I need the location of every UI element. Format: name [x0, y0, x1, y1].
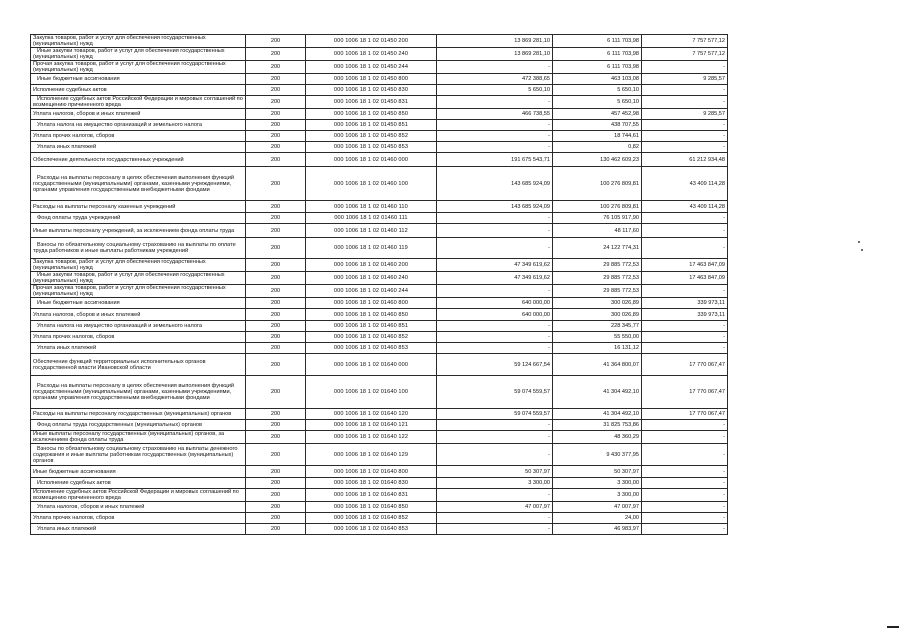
- row-plan-cell: 47 349 619,62: [437, 272, 553, 285]
- row-code-cell: 200: [246, 85, 306, 96]
- row-plan-cell: 143 685 924,09: [437, 167, 553, 201]
- table-row: [31, 142, 728, 153]
- row-code-cell: 200: [246, 309, 306, 321]
- row-rest-cell: -: [642, 96, 728, 109]
- row-exec-cell: 438 707,55: [553, 120, 642, 131]
- row-name-cell: Расходы на выплаты персоналу государственных (муниципальных) органов: [31, 409, 246, 420]
- row-plan-cell: -: [437, 142, 553, 153]
- row-name-cell: Прочая закупка товаров, работ и услуг для обеспечения государственных (муниципальных) нужд: [31, 61, 246, 74]
- table-row: [31, 74, 728, 85]
- row-kbk-cell: 000 1006 18 1 02 01640 129: [306, 444, 437, 466]
- table-body: [31, 35, 728, 535]
- row-exec-cell: 6 111 703,98: [553, 61, 642, 74]
- row-code-cell: 200: [246, 298, 306, 309]
- row-exec-cell: 29 885 772,53: [553, 285, 642, 298]
- row-plan-cell: -: [437, 343, 553, 354]
- row-plan-cell: 47 349 619,62: [437, 259, 553, 272]
- row-rest-cell: -: [642, 489, 728, 502]
- table-row: [31, 48, 728, 61]
- row-code-cell: 200: [246, 524, 306, 535]
- row-code-cell: 200: [246, 142, 306, 153]
- table-row: [31, 478, 728, 489]
- row-kbk-cell: 000 1006 18 1 02 01450 851: [306, 120, 437, 131]
- table-row: [31, 224, 728, 238]
- table-row: [31, 489, 728, 502]
- table-row: [31, 513, 728, 524]
- row-name-cell: Уплата налогов, сборов и иных платежей: [31, 309, 246, 321]
- row-plan-cell: 466 738,55: [437, 109, 553, 120]
- row-kbk-cell: 000 1006 18 1 02 01640 830: [306, 478, 437, 489]
- row-code-cell: 200: [246, 285, 306, 298]
- row-name-cell: Уплата налогов, сборов и иных платежей: [31, 109, 246, 120]
- row-rest-cell: -: [642, 238, 728, 259]
- row-rest-cell: -: [642, 513, 728, 524]
- row-name-cell: Уплата налога на имущество организаций и земельного налога: [31, 321, 246, 332]
- row-rest-cell: 17 463 847,09: [642, 259, 728, 272]
- row-plan-cell: -: [437, 238, 553, 259]
- table-row: [31, 259, 728, 272]
- row-code-cell: 200: [246, 431, 306, 444]
- row-plan-cell: -: [437, 285, 553, 298]
- row-code-cell: 200: [246, 167, 306, 201]
- row-rest-cell: -: [642, 85, 728, 96]
- row-name-cell: Расходы на выплаты персоналу в целях обеспечения выполнения функций государственными (муниципальными) органами, казенными учреждениями, органами управления государственными внебюджетными фондами: [31, 376, 246, 409]
- row-exec-cell: 0,82: [553, 142, 642, 153]
- row-name-cell: Фонд оплаты труда учреждений: [31, 213, 246, 224]
- row-plan-cell: 13 869 281,10: [437, 35, 553, 48]
- row-kbk-cell: 000 1006 18 1 02 01640 122: [306, 431, 437, 444]
- row-plan-cell: -: [437, 321, 553, 332]
- row-exec-cell: 6 111 703,98: [553, 35, 642, 48]
- table-row: [31, 35, 728, 48]
- table-row: [31, 321, 728, 332]
- row-rest-cell: 61 212 934,48: [642, 153, 728, 167]
- row-code-cell: 200: [246, 343, 306, 354]
- row-name-cell: Иные выплаты персоналу государственных (муниципальных) органов, за исключением фонда оплаты труда: [31, 431, 246, 444]
- row-rest-cell: -: [642, 444, 728, 466]
- row-rest-cell: 17 770 067,47: [642, 354, 728, 376]
- row-exec-cell: 24 122 774,31: [553, 238, 642, 259]
- row-kbk-cell: 000 1006 18 1 02 01450 800: [306, 74, 437, 85]
- row-name-cell: Закупка товаров, работ и услуг для обеспечения государственных (муниципальных) нужд: [31, 259, 246, 272]
- row-rest-cell: -: [642, 431, 728, 444]
- row-rest-cell: 7 757 577,12: [642, 35, 728, 48]
- row-name-cell: Иные закупки товаров, работ и услуг для обеспечения государственных (муниципальных) нужд: [31, 272, 246, 285]
- row-kbk-cell: 000 1006 18 1 02 01640 831: [306, 489, 437, 502]
- table-row: [31, 96, 728, 109]
- row-plan-cell: -: [437, 224, 553, 238]
- row-name-cell: Иные закупки товаров, работ и услуг для обеспечения государственных (муниципальных) нужд: [31, 48, 246, 61]
- row-exec-cell: 5 650,10: [553, 96, 642, 109]
- row-kbk-cell: 000 1006 18 1 02 01640 852: [306, 513, 437, 524]
- row-name-cell: Иные бюджетные ассигнования: [31, 466, 246, 478]
- table-row: [31, 502, 728, 513]
- row-kbk-cell: 000 1006 18 1 02 01450 853: [306, 142, 437, 153]
- row-kbk-cell: 000 1006 18 1 02 01450 852: [306, 131, 437, 142]
- row-name-cell: Закупка товаров, работ и услуг для обеспечения государственных (муниципальных) нужд: [31, 35, 246, 48]
- table-row: [31, 213, 728, 224]
- budget-execution-table: [30, 34, 728, 535]
- table-row: [31, 298, 728, 309]
- row-kbk-cell: 000 1006 18 1 02 01460 000: [306, 153, 437, 167]
- table-row: [31, 444, 728, 466]
- row-code-cell: 200: [246, 153, 306, 167]
- row-rest-cell: -: [642, 120, 728, 131]
- row-rest-cell: -: [642, 213, 728, 224]
- row-name-cell: Расходы на выплаты персоналу казенных учреждений: [31, 201, 246, 213]
- row-rest-cell: 9 285,57: [642, 74, 728, 85]
- row-kbk-cell: 000 1006 18 1 02 01640 120: [306, 409, 437, 420]
- row-name-cell: Исполнение судебных актов Российской Федерации и мировых соглашений по возмещению причиненного вреда: [31, 96, 246, 109]
- row-plan-cell: 640 000,00: [437, 309, 553, 321]
- row-exec-cell: 3 300,00: [553, 489, 642, 502]
- row-code-cell: 200: [246, 321, 306, 332]
- table-row: [31, 309, 728, 321]
- table-row: [31, 354, 728, 376]
- table-row: [31, 131, 728, 142]
- row-plan-cell: -: [437, 524, 553, 535]
- row-code-cell: 200: [246, 376, 306, 409]
- row-name-cell: Исполнение судебных актов: [31, 478, 246, 489]
- row-code-cell: 200: [246, 420, 306, 431]
- row-code-cell: 200: [246, 61, 306, 74]
- row-exec-cell: 31 825 753,86: [553, 420, 642, 431]
- row-rest-cell: -: [642, 420, 728, 431]
- row-kbk-cell: 000 1006 18 1 02 01460 100: [306, 167, 437, 201]
- row-rest-cell: 7 757 577,12: [642, 48, 728, 61]
- row-exec-cell: 41 304 492,10: [553, 409, 642, 420]
- row-rest-cell: -: [642, 343, 728, 354]
- row-plan-cell: 3 300,00: [437, 478, 553, 489]
- row-kbk-cell: 000 1006 18 1 02 01450 831: [306, 96, 437, 109]
- row-name-cell: Прочая закупка товаров, работ и услуг для обеспечения государственных (муниципальных) нужд: [31, 285, 246, 298]
- row-name-cell: Уплата иных платежей: [31, 524, 246, 535]
- row-code-cell: 200: [246, 201, 306, 213]
- row-name-cell: Взносы по обязательному социальному страхованию на выплаты денежного содержания и иные выплаты работникам государственных (муниципальных) органов: [31, 444, 246, 466]
- table-row: [31, 167, 728, 201]
- row-kbk-cell: 000 1006 18 1 02 01640 121: [306, 420, 437, 431]
- row-exec-cell: 47 007,97: [553, 502, 642, 513]
- row-rest-cell: -: [642, 478, 728, 489]
- row-exec-cell: 48 117,60: [553, 224, 642, 238]
- row-kbk-cell: 000 1006 18 1 02 01640 000: [306, 354, 437, 376]
- row-code-cell: 200: [246, 109, 306, 120]
- row-plan-cell: -: [437, 513, 553, 524]
- row-kbk-cell: 000 1006 18 1 02 01460 850: [306, 309, 437, 321]
- row-kbk-cell: 000 1006 18 1 02 01460 111: [306, 213, 437, 224]
- row-code-cell: 200: [246, 272, 306, 285]
- row-plan-cell: 472 388,65: [437, 74, 553, 85]
- row-kbk-cell: 000 1006 18 1 02 01450 200: [306, 35, 437, 48]
- row-code-cell: 200: [246, 238, 306, 259]
- row-exec-cell: 41 364 800,07: [553, 354, 642, 376]
- row-name-cell: Взносы по обязательному социальному страхованию на выплаты по оплате труда работников и иные выплаты работникам учреждений: [31, 238, 246, 259]
- table-row: [31, 285, 728, 298]
- row-kbk-cell: 000 1006 18 1 02 01640 800: [306, 466, 437, 478]
- row-exec-cell: 24,00: [553, 513, 642, 524]
- row-name-cell: Уплата иных платежей: [31, 343, 246, 354]
- row-kbk-cell: 000 1006 18 1 02 01460 119: [306, 238, 437, 259]
- row-rest-cell: -: [642, 61, 728, 74]
- row-exec-cell: 41 304 492,10: [553, 376, 642, 409]
- row-kbk-cell: 000 1006 18 1 02 01460 852: [306, 332, 437, 343]
- table-row: [31, 466, 728, 478]
- row-rest-cell: 17 770 067,47: [642, 409, 728, 420]
- row-name-cell: Уплата прочих налогов, сборов: [31, 332, 246, 343]
- table-row: [31, 420, 728, 431]
- row-rest-cell: 17 463 847,09: [642, 272, 728, 285]
- row-rest-cell: -: [642, 142, 728, 153]
- table-row: [31, 85, 728, 96]
- row-rest-cell: -: [642, 524, 728, 535]
- row-plan-cell: 191 675 543,71: [437, 153, 553, 167]
- row-rest-cell: -: [642, 285, 728, 298]
- row-code-cell: 200: [246, 131, 306, 142]
- row-code-cell: 200: [246, 213, 306, 224]
- row-rest-cell: 17 770 067,47: [642, 376, 728, 409]
- scan-speck: [861, 249, 863, 251]
- row-plan-cell: -: [437, 444, 553, 466]
- table-row: [31, 272, 728, 285]
- row-exec-cell: 29 885 772,53: [553, 259, 642, 272]
- row-code-cell: 200: [246, 48, 306, 61]
- row-plan-cell: -: [437, 420, 553, 431]
- row-rest-cell: -: [642, 466, 728, 478]
- row-kbk-cell: 000 1006 18 1 02 01460 800: [306, 298, 437, 309]
- row-name-cell: Исполнение судебных актов Российской Федерации и мировых соглашений по возмещению причиненного вреда: [31, 489, 246, 502]
- row-kbk-cell: 000 1006 18 1 02 01460 851: [306, 321, 437, 332]
- row-plan-cell: 47 007,97: [437, 502, 553, 513]
- row-kbk-cell: 000 1006 18 1 02 01450 830: [306, 85, 437, 96]
- table-row: [31, 238, 728, 259]
- row-plan-cell: -: [437, 120, 553, 131]
- row-plan-cell: -: [437, 61, 553, 74]
- row-exec-cell: 29 885 772,53: [553, 272, 642, 285]
- row-rest-cell: -: [642, 502, 728, 513]
- row-kbk-cell: 000 1006 18 1 02 01640 100: [306, 376, 437, 409]
- row-exec-cell: 48 360,29: [553, 431, 642, 444]
- row-exec-cell: 9 430 377,95: [553, 444, 642, 466]
- row-plan-cell: 59 074 559,57: [437, 409, 553, 420]
- row-kbk-cell: 000 1006 18 1 02 01640 853: [306, 524, 437, 535]
- scan-speck: [858, 241, 860, 243]
- row-exec-cell: 457 452,98: [553, 109, 642, 120]
- table-row: [31, 409, 728, 420]
- row-plan-cell: -: [437, 131, 553, 142]
- row-plan-cell: -: [437, 213, 553, 224]
- row-exec-cell: 100 276 809,81: [553, 201, 642, 213]
- row-code-cell: 200: [246, 35, 306, 48]
- row-plan-cell: 640 000,00: [437, 298, 553, 309]
- row-kbk-cell: 000 1006 18 1 02 01450 240: [306, 48, 437, 61]
- row-plan-cell: -: [437, 332, 553, 343]
- row-exec-cell: 6 111 703,98: [553, 48, 642, 61]
- row-code-cell: 200: [246, 444, 306, 466]
- row-code-cell: 200: [246, 96, 306, 109]
- row-exec-cell: 5 650,10: [553, 85, 642, 96]
- row-rest-cell: 339 973,11: [642, 298, 728, 309]
- row-exec-cell: 50 307,97: [553, 466, 642, 478]
- table-row: [31, 153, 728, 167]
- row-code-cell: 200: [246, 354, 306, 376]
- row-exec-cell: 55 550,00: [553, 332, 642, 343]
- table-row: [31, 431, 728, 444]
- row-exec-cell: 76 105 917,90: [553, 213, 642, 224]
- row-plan-cell: 5 650,10: [437, 85, 553, 96]
- row-kbk-cell: 000 1006 18 1 02 01450 850: [306, 109, 437, 120]
- scan-edge-mark: [887, 626, 899, 628]
- row-kbk-cell: 000 1006 18 1 02 01460 244: [306, 285, 437, 298]
- row-kbk-cell: 000 1006 18 1 02 01460 853: [306, 343, 437, 354]
- row-code-cell: 200: [246, 259, 306, 272]
- table-row: [31, 120, 728, 131]
- row-plan-cell: -: [437, 431, 553, 444]
- row-exec-cell: 130 462 609,23: [553, 153, 642, 167]
- row-kbk-cell: 000 1006 18 1 02 01460 112: [306, 224, 437, 238]
- row-code-cell: 200: [246, 466, 306, 478]
- row-name-cell: Иные бюджетные ассигнования: [31, 74, 246, 85]
- table-row: [31, 524, 728, 535]
- row-code-cell: 200: [246, 332, 306, 343]
- row-code-cell: 200: [246, 74, 306, 85]
- row-name-cell: Уплата налогов, сборов и иных платежей: [31, 502, 246, 513]
- row-code-cell: 200: [246, 120, 306, 131]
- row-rest-cell: 43 409 114,28: [642, 167, 728, 201]
- row-code-cell: 200: [246, 409, 306, 420]
- table-row: [31, 109, 728, 120]
- row-plan-cell: -: [437, 96, 553, 109]
- row-name-cell: Иные бюджетные ассигнования: [31, 298, 246, 309]
- row-rest-cell: -: [642, 224, 728, 238]
- row-exec-cell: 300 026,89: [553, 309, 642, 321]
- row-name-cell: Обеспечение функций территориальных исполнительных органов государственной власти Ивановской области: [31, 354, 246, 376]
- row-code-cell: 200: [246, 489, 306, 502]
- row-plan-cell: -: [437, 489, 553, 502]
- row-plan-cell: 59 074 559,57: [437, 376, 553, 409]
- table-row: [31, 376, 728, 409]
- table-row: [31, 343, 728, 354]
- row-code-cell: 200: [246, 478, 306, 489]
- row-rest-cell: 43 409 114,28: [642, 201, 728, 213]
- row-name-cell: Иные выплаты персоналу учреждений, за исключением фонда оплаты труда: [31, 224, 246, 238]
- row-exec-cell: 16 131,12: [553, 343, 642, 354]
- row-rest-cell: 9 285,57: [642, 109, 728, 120]
- row-rest-cell: -: [642, 321, 728, 332]
- row-code-cell: 200: [246, 513, 306, 524]
- row-exec-cell: 228 345,77: [553, 321, 642, 332]
- row-name-cell: Уплата иных платежей: [31, 142, 246, 153]
- row-exec-cell: 46 983,97: [553, 524, 642, 535]
- row-rest-cell: -: [642, 131, 728, 142]
- row-rest-cell: 339 973,11: [642, 309, 728, 321]
- row-plan-cell: 59 124 667,54: [437, 354, 553, 376]
- table-row: [31, 61, 728, 74]
- row-plan-cell: 13 869 281,10: [437, 48, 553, 61]
- row-name-cell: Уплата прочих налогов, сборов: [31, 513, 246, 524]
- row-name-cell: Исполнение судебных актов: [31, 85, 246, 96]
- row-kbk-cell: 000 1006 18 1 02 01450 244: [306, 61, 437, 74]
- row-kbk-cell: 000 1006 18 1 02 01640 850: [306, 502, 437, 513]
- row-name-cell: Расходы на выплаты персоналу в целях обеспечения выполнения функций государственными (муниципальными) органами, казенными учреждениями, органами управления государственными внебюджетными фондами: [31, 167, 246, 201]
- row-kbk-cell: 000 1006 18 1 02 01460 200: [306, 259, 437, 272]
- row-name-cell: Фонд оплаты труда государственных (муниципальных) органов: [31, 420, 246, 431]
- row-exec-cell: 18 744,61: [553, 131, 642, 142]
- row-exec-cell: 100 276 809,81: [553, 167, 642, 201]
- row-rest-cell: -: [642, 332, 728, 343]
- row-code-cell: 200: [246, 224, 306, 238]
- row-code-cell: 200: [246, 502, 306, 513]
- row-name-cell: Уплата налога на имущество организаций и земельного налога: [31, 120, 246, 131]
- row-name-cell: Обеспечение деятельности государственных учреждений: [31, 153, 246, 167]
- table-row: [31, 201, 728, 213]
- row-kbk-cell: 000 1006 18 1 02 01460 110: [306, 201, 437, 213]
- table-row: [31, 332, 728, 343]
- row-exec-cell: 300 026,89: [553, 298, 642, 309]
- row-exec-cell: 463 103,08: [553, 74, 642, 85]
- row-kbk-cell: 000 1006 18 1 02 01460 240: [306, 272, 437, 285]
- row-exec-cell: 3 300,00: [553, 478, 642, 489]
- row-plan-cell: 50 307,97: [437, 466, 553, 478]
- row-name-cell: Уплата прочих налогов, сборов: [31, 131, 246, 142]
- row-plan-cell: 143 685 924,09: [437, 201, 553, 213]
